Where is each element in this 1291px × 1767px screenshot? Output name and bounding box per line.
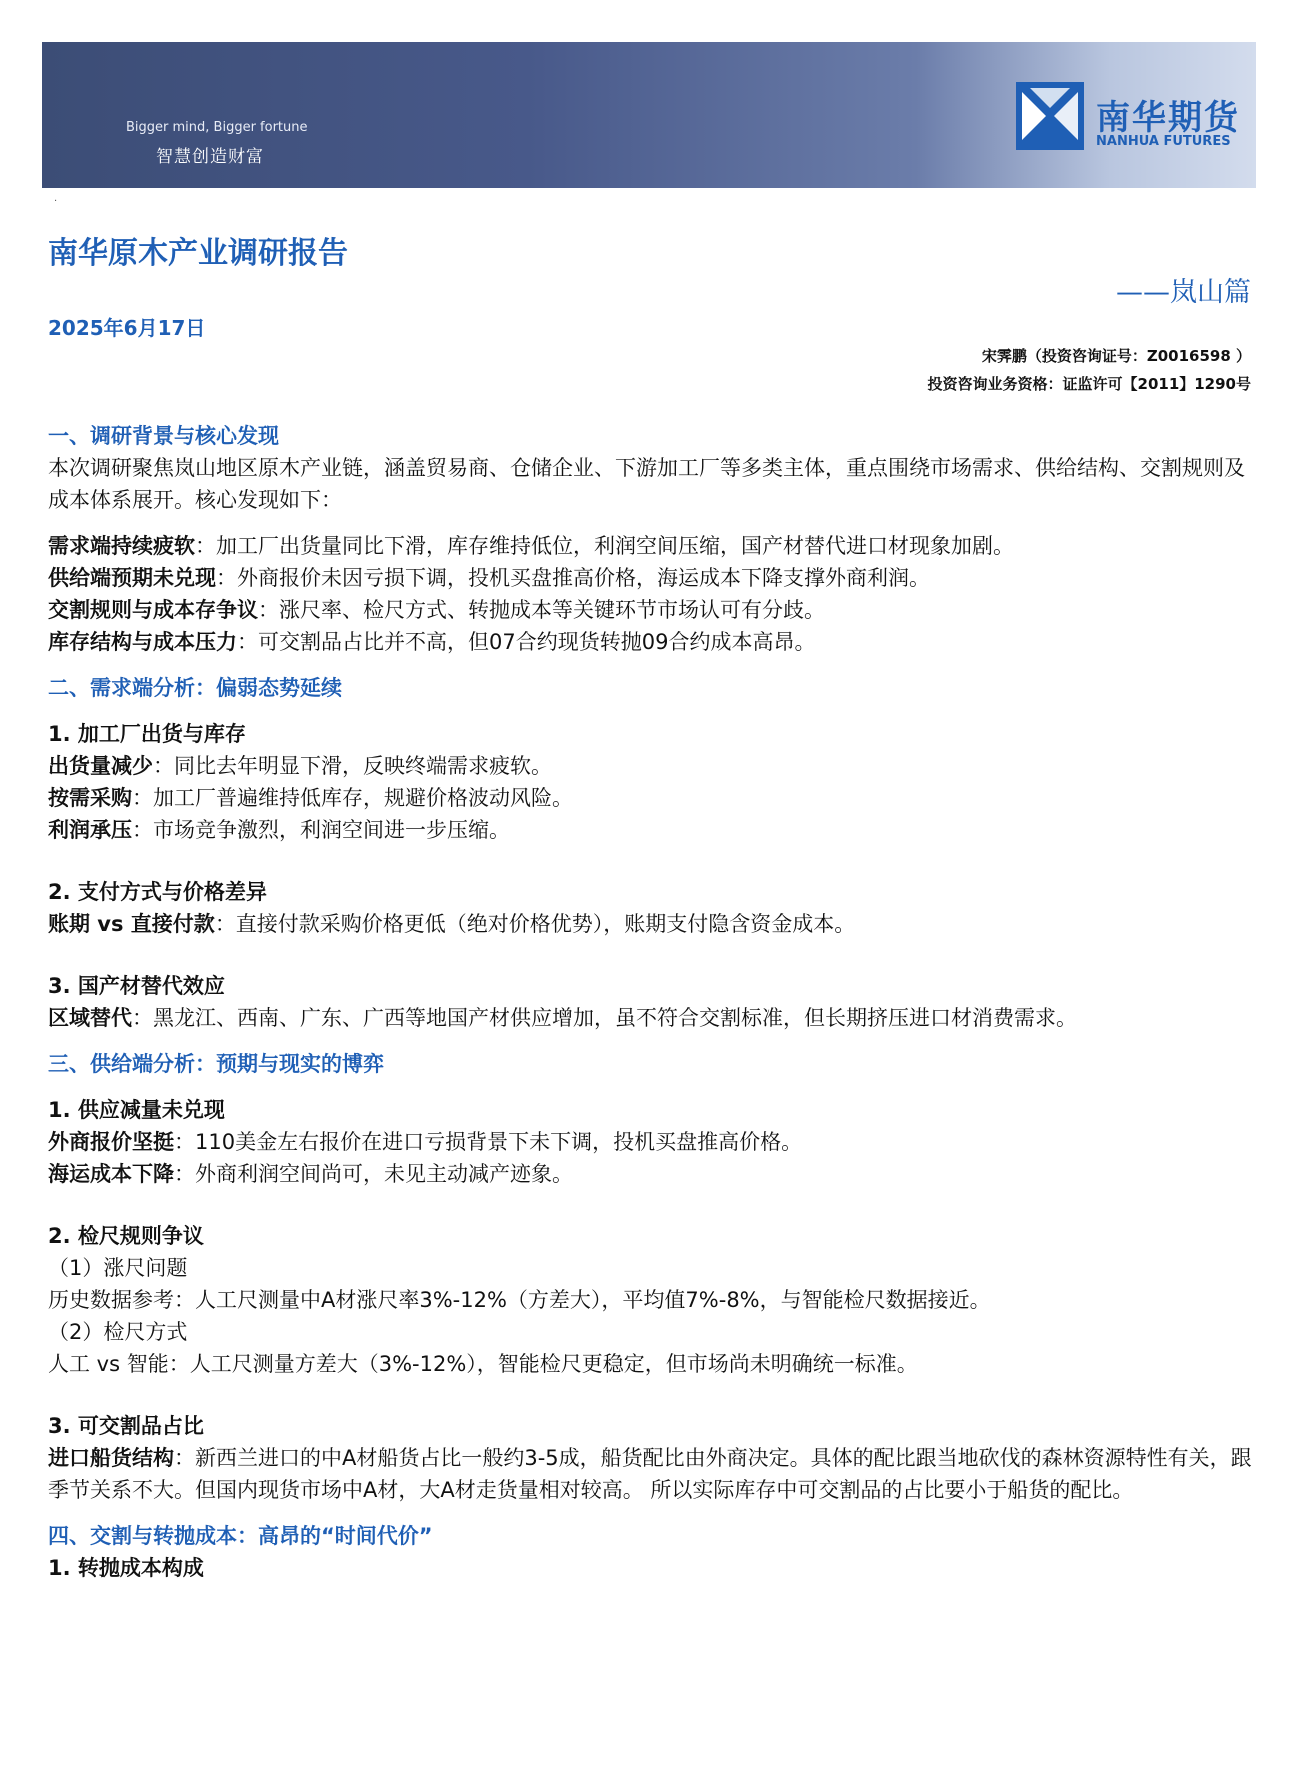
item-text: ：外商利润空间尚可，未见主动减产迹象。 <box>174 1162 573 1186</box>
paragraph: 人工 vs 智能：人工尺测量方差大（3%-12%），智能检尺更稳定，但市场尚未明确统一标准。 <box>48 1352 918 1376</box>
item-text: ：黑龙江、西南、广东、广西等地国产材供应增加，虽不符合交割标准，但长期挤压进口材消费需求。 <box>132 1006 1077 1030</box>
item-text: ：加工厂普遍维持低库存，规避价格波动风险。 <box>132 786 573 810</box>
finding-label: 库存结构与成本压力 <box>48 630 237 654</box>
item-text: ：同比去年明显下滑，反映终端需求疲软。 <box>153 754 552 778</box>
item-label: 区域替代 <box>48 1006 132 1030</box>
paragraph: （2）检尺方式 <box>48 1320 188 1344</box>
section-heading: 二、需求端分析：偏弱态势延续 <box>48 676 342 700</box>
subsection-title: 1. 供应减量未兑现 <box>48 1098 225 1122</box>
finding-label: 交割规则与成本存争议 <box>48 598 258 622</box>
intro-paragraph: 本次调研聚焦岚山地区原木产业链，涵盖贸易商、仓储企业、下游加工厂等多类主体，重点围绕市场需求、供给结构、交割规则及成本体系展开。核心发现如下： <box>48 456 1245 512</box>
list-item <box>48 782 1254 814</box>
item-label: 海运成本下降 <box>48 1162 174 1186</box>
list-item <box>48 814 1254 846</box>
section-heading: 一、调研背景与核心发现 <box>48 424 279 448</box>
author-block <box>928 342 1252 398</box>
qualification-line: 投资咨询业务资格：证监许可【2011】1290号 <box>927 375 1251 393</box>
report-title: 南华原木产业调研报告 <box>48 236 348 271</box>
subsection-title: 3. 国产材替代效应 <box>48 974 225 998</box>
item-label: 利润承压 <box>48 818 132 842</box>
item-text: ：市场竞争激烈，利润空间进一步压缩。 <box>132 818 510 842</box>
report-body <box>48 420 1254 1584</box>
item-text: ：新西兰进口的中A材船货占比一般约3-5成，船货配比由外商决定。具体的配比跟当地砍伐的森林资源特性有关，跟季节关系不大。但国内现货市场中A材，大A材走货量相对较高。 所以实际库存中可交割品的占比要小于船货的配比。 <box>48 1446 1252 1502</box>
list-item <box>48 1002 1254 1034</box>
finding-item <box>48 530 1254 562</box>
list-item <box>48 908 1254 940</box>
item-text: ：直接付款采购价格更低（绝对价格优势），账期支付隐含资金成本。 <box>214 912 856 936</box>
author-line: 宋霁鹏（投资咨询证号：Z0016598 ） <box>981 347 1251 365</box>
item-label: 按需采购 <box>48 786 132 810</box>
finding-item <box>48 594 1254 626</box>
item-label: 外商报价坚挺 <box>48 1130 174 1154</box>
logo-text-english: NANHUA FUTURES <box>1096 134 1231 149</box>
finding-label: 需求端持续疲软 <box>48 534 195 558</box>
finding-text: ：外商报价未因亏损下调，投机买盘推高价格，海运成本下降支撑外商利润。 <box>216 566 930 590</box>
finding-text: ：可交割品占比并不高，但07合约现货转抛09合约成本高昂。 <box>237 630 816 654</box>
list-item <box>48 1126 1254 1158</box>
finding-text: ：涨尺率、检尺方式、转抛成本等关键环节市场认可有分歧。 <box>258 598 825 622</box>
stray-dot: · <box>54 196 58 207</box>
finding-item <box>48 626 1254 658</box>
finding-text: ：加工厂出货量同比下滑，库存维持低位，利润空间压缩，国产材替代进口材现象加剧。 <box>195 534 1014 558</box>
item-label: 账期 vs 直接付款 <box>48 912 215 936</box>
subsection-title: 2. 支付方式与价格差异 <box>48 880 267 904</box>
section-heading: 四、交割与转抛成本：高昂的“时间代价” <box>48 1524 433 1548</box>
finding-item <box>48 562 1254 594</box>
list-item <box>48 1158 1254 1190</box>
nanhua-logo-icon <box>1016 82 1084 150</box>
report-date: 2025年6月17日 <box>48 316 206 340</box>
item-label: 出货量减少 <box>48 754 153 778</box>
list-item <box>48 1442 1254 1506</box>
item-text: ：110美金左右报价在进口亏损背景下未下调，投机买盘推高价格。 <box>174 1130 803 1154</box>
logo-text-chinese: 南华期货 <box>1096 98 1240 138</box>
slogan-english: Bigger mind, Bigger fortune <box>126 120 308 135</box>
slogan-chinese: 智慧创造财富 <box>156 147 264 167</box>
header-banner <box>42 42 1256 188</box>
report-subtitle: ——岚山篇 <box>1116 277 1251 308</box>
subsection-title: 1. 加工厂出货与库存 <box>48 722 246 746</box>
subsection-title: 1. 转抛成本构成 <box>48 1556 204 1580</box>
section-heading: 三、供给端分析：预期与现实的博弈 <box>48 1052 384 1076</box>
item-label: 进口船货结构 <box>48 1446 174 1470</box>
subsection-title: 2. 检尺规则争议 <box>48 1224 204 1248</box>
paragraph: 历史数据参考：人工尺测量中A材涨尺率3%-12%（方差大），平均值7%-8%，与智能检尺数据接近。 <box>48 1288 991 1312</box>
finding-label: 供给端预期未兑现 <box>48 566 216 590</box>
paragraph: （1）涨尺问题 <box>48 1256 188 1280</box>
subsection-title: 3. 可交割品占比 <box>48 1414 204 1438</box>
list-item <box>48 750 1254 782</box>
